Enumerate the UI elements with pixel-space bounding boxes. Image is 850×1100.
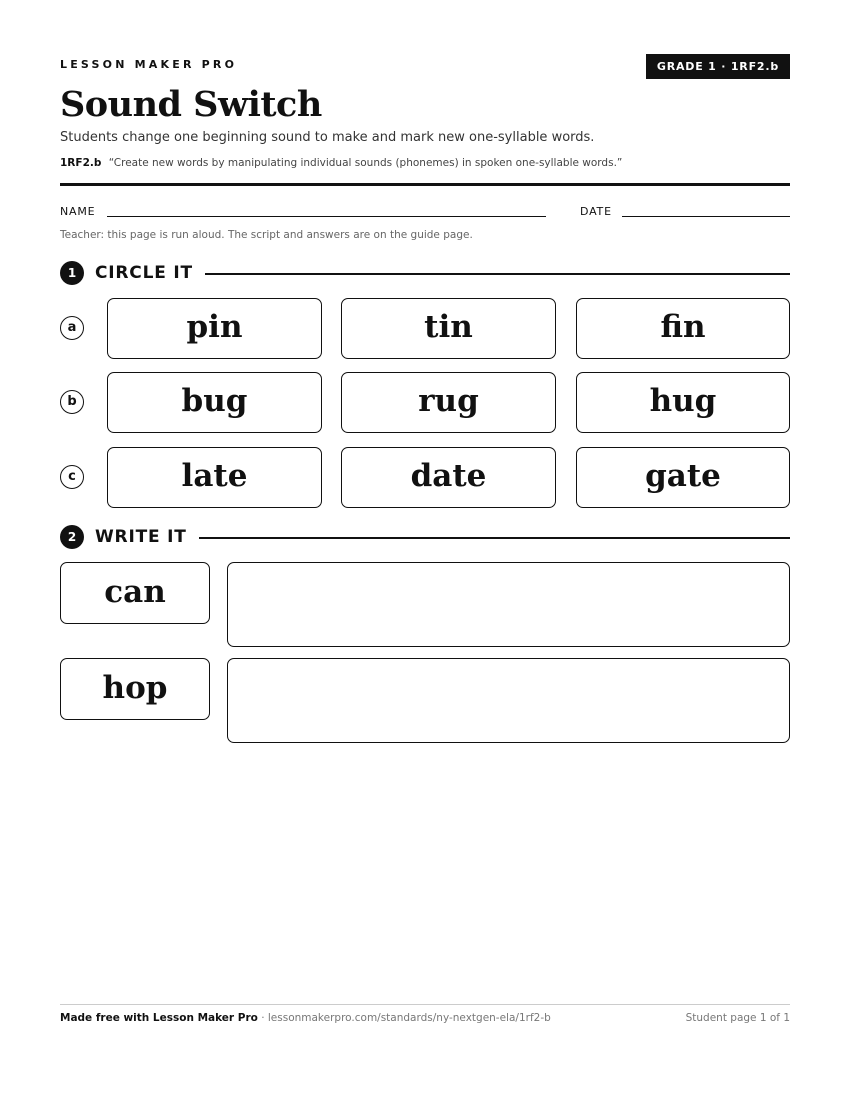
header-divider [60,183,790,186]
footer-divider [60,1004,790,1005]
worksheet-page [60,0,790,1100]
prompt-word-hop: hop [60,658,210,720]
footer-made-with: Made free with Lesson Maker Pro [60,1012,258,1024]
date-field[interactable] [622,216,790,217]
word-option-fin[interactable]: fin [576,298,790,359]
word-option-date[interactable]: date [341,447,556,508]
word-option-gate[interactable]: gate [576,447,790,508]
footer-credit [60,1012,551,1024]
section-circle-it-header [60,261,790,287]
name-label: NAME [60,205,96,218]
section-title: WRITE IT [95,527,187,547]
brand-name: LESSON MAKER PRO [60,58,238,71]
section-title: CIRCLE IT [95,263,193,283]
row-letter-b: b [60,390,84,414]
section-write-it-header [60,525,790,551]
page-subtitle: Students change one beginning sound to make and mark new one-syllable words. [60,130,595,145]
word-option-pin[interactable]: pin [107,298,322,359]
page-title: Sound Switch [60,84,322,125]
standard-line [60,157,622,169]
grade-badge: GRADE 1 · 1RF2.b [646,54,790,79]
answer-box-hop[interactable] [227,658,790,743]
teacher-note: Teacher: this page is run aloud. The script and answers are on the guide page. [60,229,473,241]
name-field[interactable] [107,216,546,217]
section-number-badge: 1 [60,261,84,285]
word-option-bug[interactable]: bug [107,372,322,433]
section-divider [199,537,790,539]
word-option-rug[interactable]: rug [341,372,556,433]
row-letter-c: c [60,465,84,489]
footer-url[interactable]: lessonmakerpro.com/standards/ny-nextgen-ela/1rf2-b [267,1012,551,1024]
prompt-word-can: can [60,562,210,624]
standard-text: “Create new words by manipulating individual sounds (phonemes) in spoken one-syllable words.” [108,157,623,169]
word-option-tin[interactable]: tin [341,298,556,359]
footer-separator: · [257,1012,268,1024]
footer-page-label: Student page 1 of 1 [685,1012,790,1024]
answer-box-can[interactable] [227,562,790,647]
section-divider [205,273,790,275]
word-option-hug[interactable]: hug [576,372,790,433]
word-option-late[interactable]: late [107,447,322,508]
standard-code: 1RF2.b [60,157,102,169]
section-number-badge: 2 [60,525,84,549]
date-label: DATE [580,205,612,218]
row-letter-a: a [60,316,84,340]
